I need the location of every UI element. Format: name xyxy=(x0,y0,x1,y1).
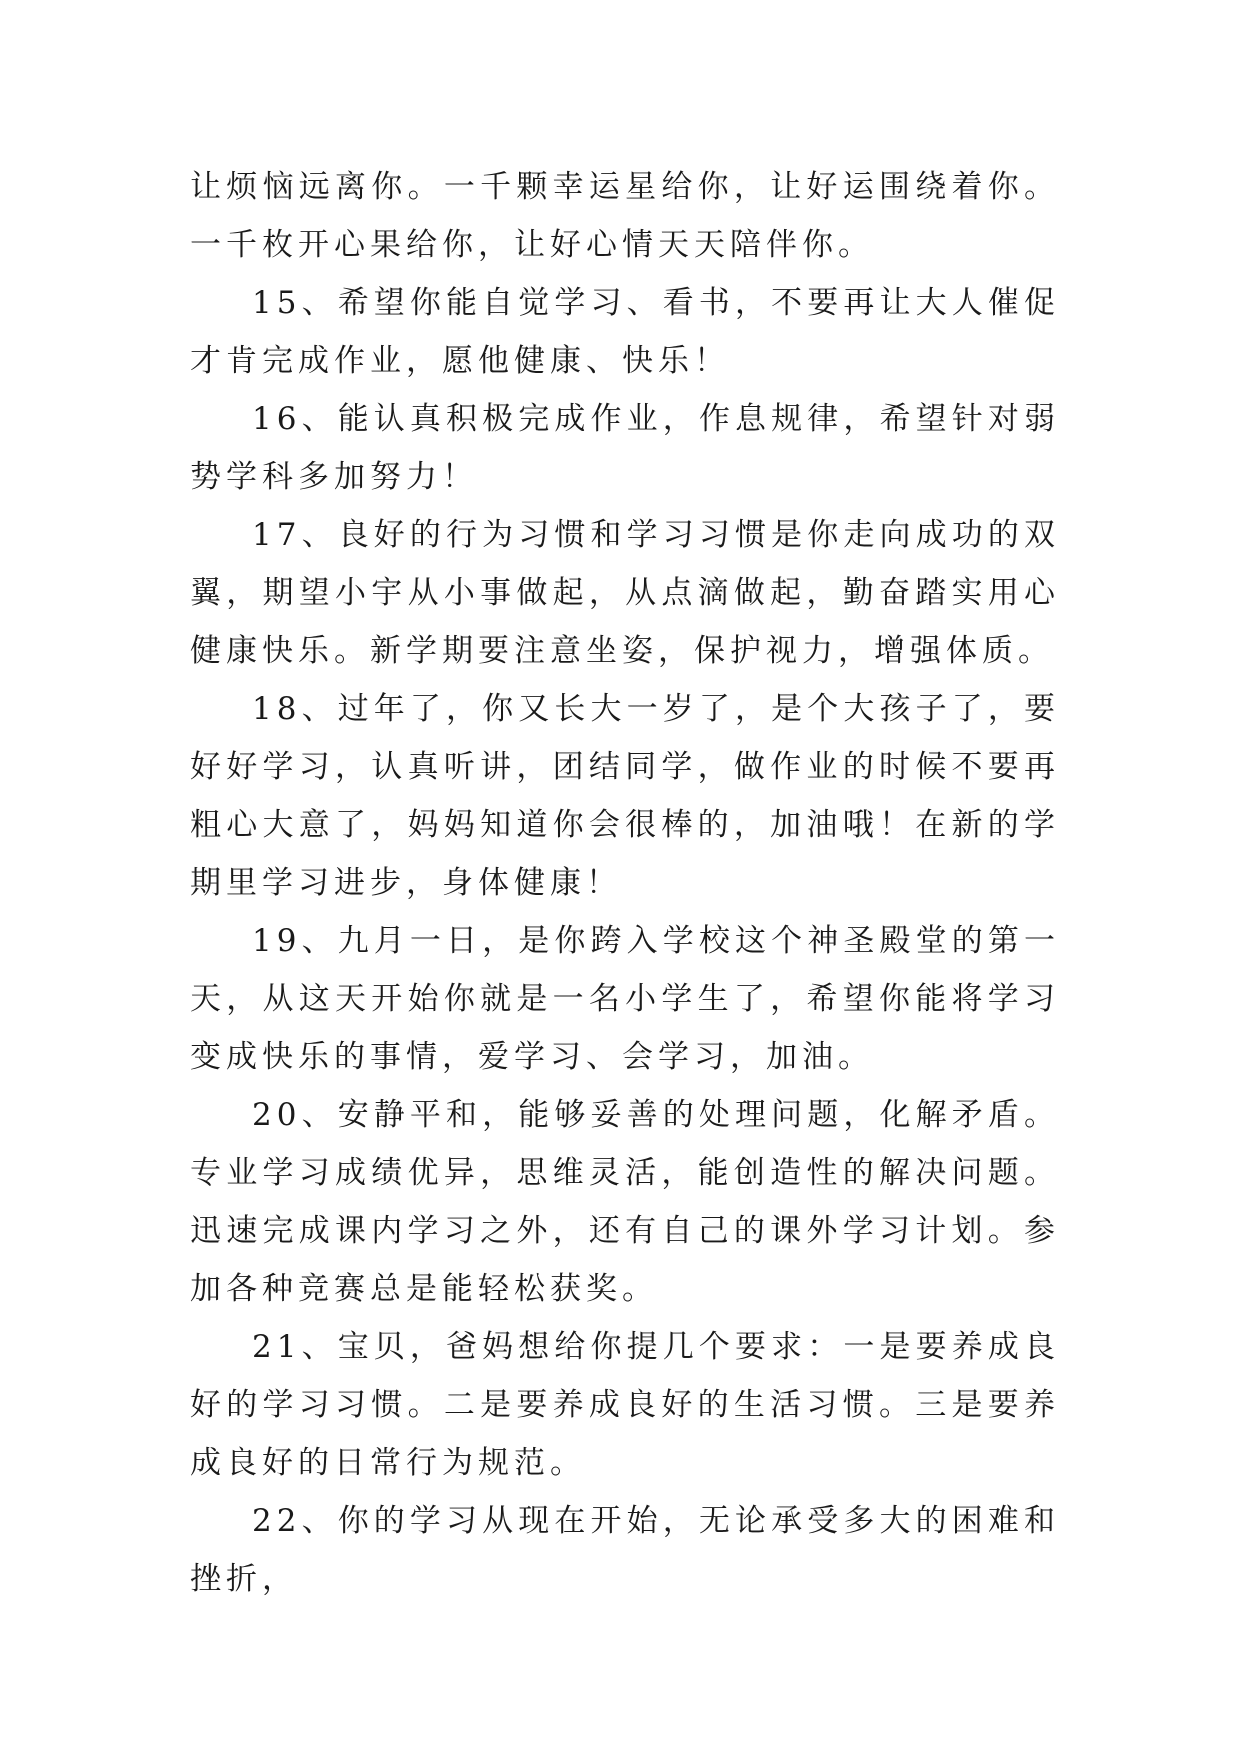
paragraph-item-19: 19、九月一日，是你跨入学校这个神圣殿堂的第一天，从这天开始你就是一名小学生了，希望你能将学习变成快乐的事情，爱学习、会学习，加油。 xyxy=(190,923,1060,1075)
paragraph-item-18: 18、过年了，你又长大一岁了，是个大孩子了，要好好学习，认真听讲，团结同学，做作业的时候不要再粗心大意了，妈妈知道你会很棒的，加油哦！在新的学期里学习进步，身体健康！ xyxy=(190,691,1060,901)
paragraph-item-17: 17、良好的行为习惯和学习习惯是你走向成功的双翼，期望小宇从小事做起，从点滴做起，勤奋踏实用心健康快乐。新学期要注意坐姿，保护视力，增强体质。 xyxy=(190,517,1060,669)
paragraph-item-20: 20、安静平和，能够妥善的处理问题，化解矛盾。专业学习成绩优异，思维灵活，能创造性的解决问题。迅速完成课内学习之外，还有自己的课外学习计划。参加各种竞赛总是能轻松获奖。 xyxy=(190,1097,1060,1307)
paragraph-item-22: 22、你的学习从现在开始，无论承受多大的困难和挫折， xyxy=(190,1503,1060,1597)
paragraph-item-15: 15、希望你能自觉学习、看书，不要再让大人催促才肯完成作业，愿他健康、快乐！ xyxy=(190,285,1060,379)
paragraph-item-21: 21、宝贝，爸妈想给你提几个要求：一是要养成良好的学习习惯。二是要养成良好的生活习惯。三是要养成良好的日常行为规范。 xyxy=(190,1329,1060,1481)
paragraph-continuation: 让烦恼远离你。一千颗幸运星给你，让好运围绕着你。一千枚开心果给你，让好心情天天陪伴你。 xyxy=(190,169,1060,263)
paragraph-item-16: 16、能认真积极完成作业，作息规律，希望针对弱势学科多加努力！ xyxy=(190,401,1060,495)
document-body xyxy=(190,158,1060,1608)
